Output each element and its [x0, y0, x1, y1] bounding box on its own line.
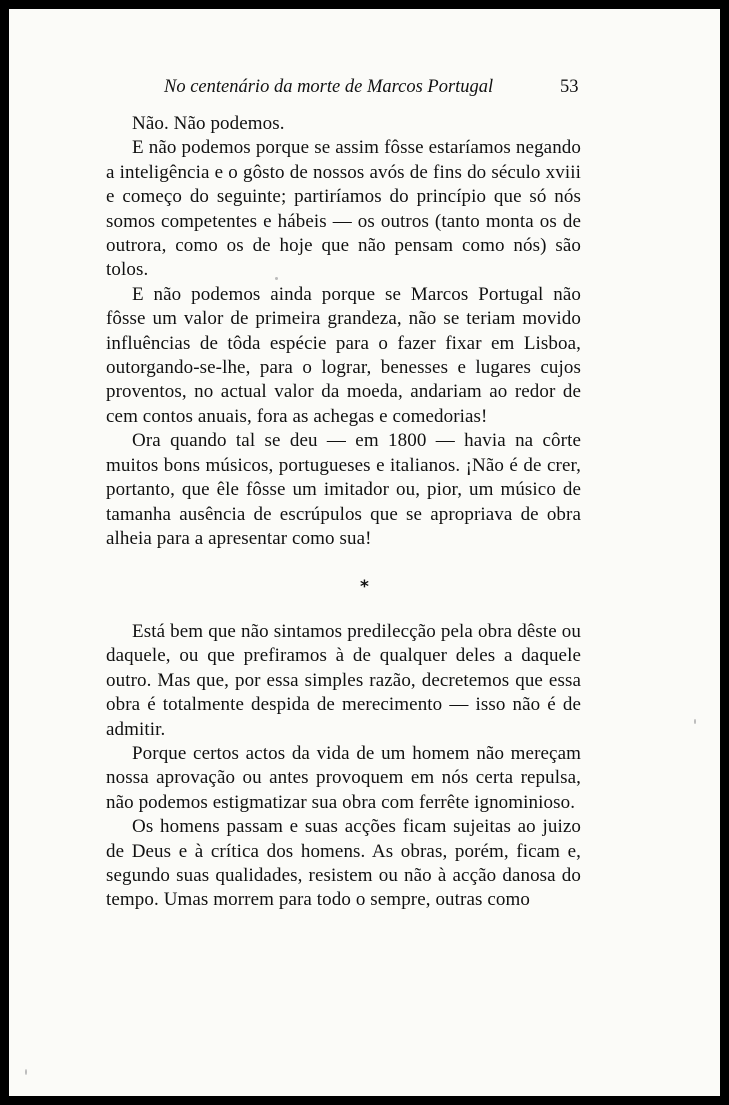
book-page [9, 9, 720, 1096]
paragraph: Porque certos actos da vida de um homem não mereçam nossa aprovação ou antes provoquem em nós certa repulsa, não podemos estigmatizar sua obra com ferrête ignominioso. [106, 743, 581, 813]
paragraph: Não. Não podemos. [132, 113, 285, 134]
paragraph: E não podemos ainda porque se Marcos Portugal não fôsse um valor de primeira grandeza, não se teriam movido influências de tôda espécie para o fazer fixar em Lisboa, outorgando-se-lhe, para o lograr, benesses e lugares cujos proventos, no actual valor da moeda, andariam ao redor de cem contos anuais, fora as achegas e comedorias! [106, 283, 581, 427]
running-title: No centenário da morte de Marcos Portugal [164, 77, 494, 97]
paragraph: Ora quando tal se deu — em 1800 — havia na côrte muitos bons músicos, portugueses e italianos. ¡Não é de crer, portanto, que êle fôsse um imitador ou, pior, um músico de tamanha ausência de escrúpulos que se apropriava de obra alheia para a apresentar como sua! [106, 430, 581, 549]
paragraph: Está bem que não sintamos predilecção pela obra dêste ou daquele, ou que prefiramos à de qualquer deles a daquele outro. Mas que, por essa simples razão, decretemos que essa obra é totalmente despida de merecimento — isso não é de admitir. [106, 621, 581, 740]
paper-speck [275, 277, 278, 280]
body-text-upper [106, 112, 581, 551]
paper-speck [694, 719, 696, 724]
page-header [9, 71, 720, 101]
paragraph: E não podemos porque se assim fôsse estaríamos negando a inteligência e o gôsto de nossos avós de fins do século xviii e começo do seguinte; partiríamos do princípio que só nós somos competentes e hábeis — os outros (tanto monta os de outrora, como os de hoje que não pensam como nós) são tolos. [106, 137, 581, 281]
paragraph: Os homens passam e suas acções ficam sujeitas ao juizo de Deus e à crítica dos homens. As obras, porém, ficam e, segundo suas qualidades, resistem ou não à acção danosa do tempo. Umas morrem para todo o sempre, outras como [106, 816, 581, 911]
section-break-asterisk: * [360, 577, 369, 597]
page-number: 53 [560, 77, 579, 97]
paper-speck [25, 1069, 27, 1075]
body-text-lower [106, 620, 581, 913]
